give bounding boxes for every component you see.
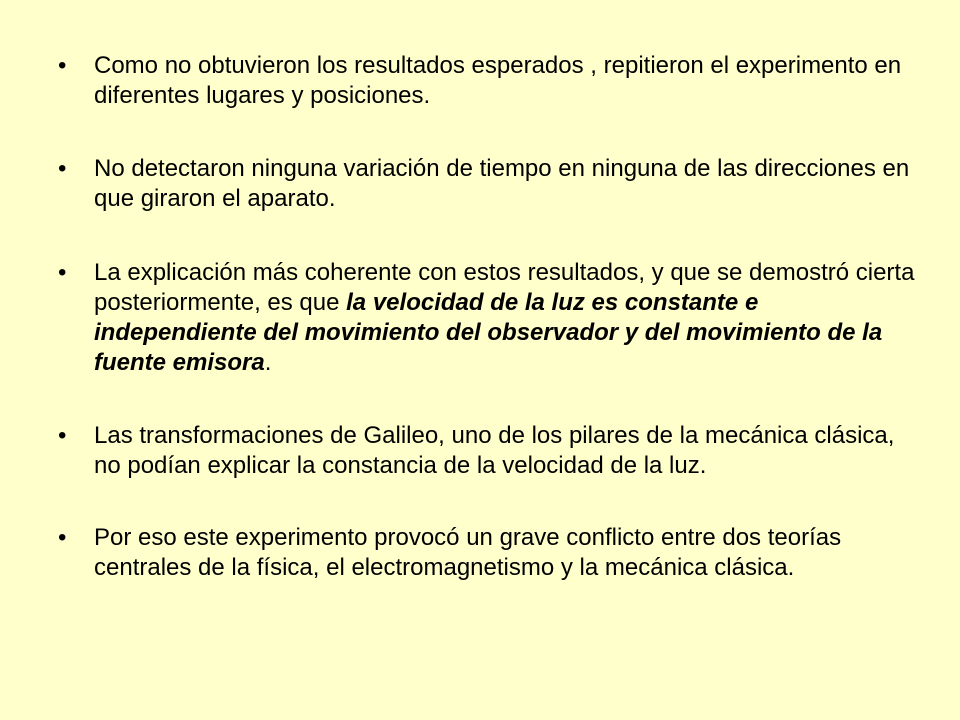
bullet-item-4 [58,421,918,481]
bullet-icon: • [58,524,67,551]
bullet-item-3 [58,258,918,378]
bullet-text: Las transformaciones de Galileo, uno de los pilares de la mecánica clásica, no podían explicar la constancia de la velocidad de la luz. [94,422,895,479]
bullet-item-2 [58,154,918,214]
bullet-text: Como no obtuvieron los resultados esperados , repitieron el experimento en diferentes lugares y posiciones. [94,52,902,109]
bullet-item-5 [58,523,918,583]
bullet-item-1 [58,51,918,111]
bullet-icon: • [58,155,67,182]
bullet-text-intro: La explicación más coherente con estos resultados, y que se demostró cierta posteriormente, es que [94,259,915,316]
bullet-icon: • [58,259,67,286]
bullet-list [58,51,918,626]
bullet-text-end: . [264,349,272,376]
bullet-text-emphasis: la velocidad de la luz es constante e independiente del movimiento del observador y del movimiento de la fuente emisora [94,289,883,376]
bullet-text: Por eso este experimento provocó un grave conflicto entre dos teorías centrales de la física, el electromagnetismo y la mecánica clásica. [94,524,842,581]
bullet-icon: • [58,52,67,79]
bullet-icon: • [58,422,67,449]
bullet-text: No detectaron ninguna variación de tiempo en ninguna de las direcciones en que giraron el aparato. [94,155,910,212]
